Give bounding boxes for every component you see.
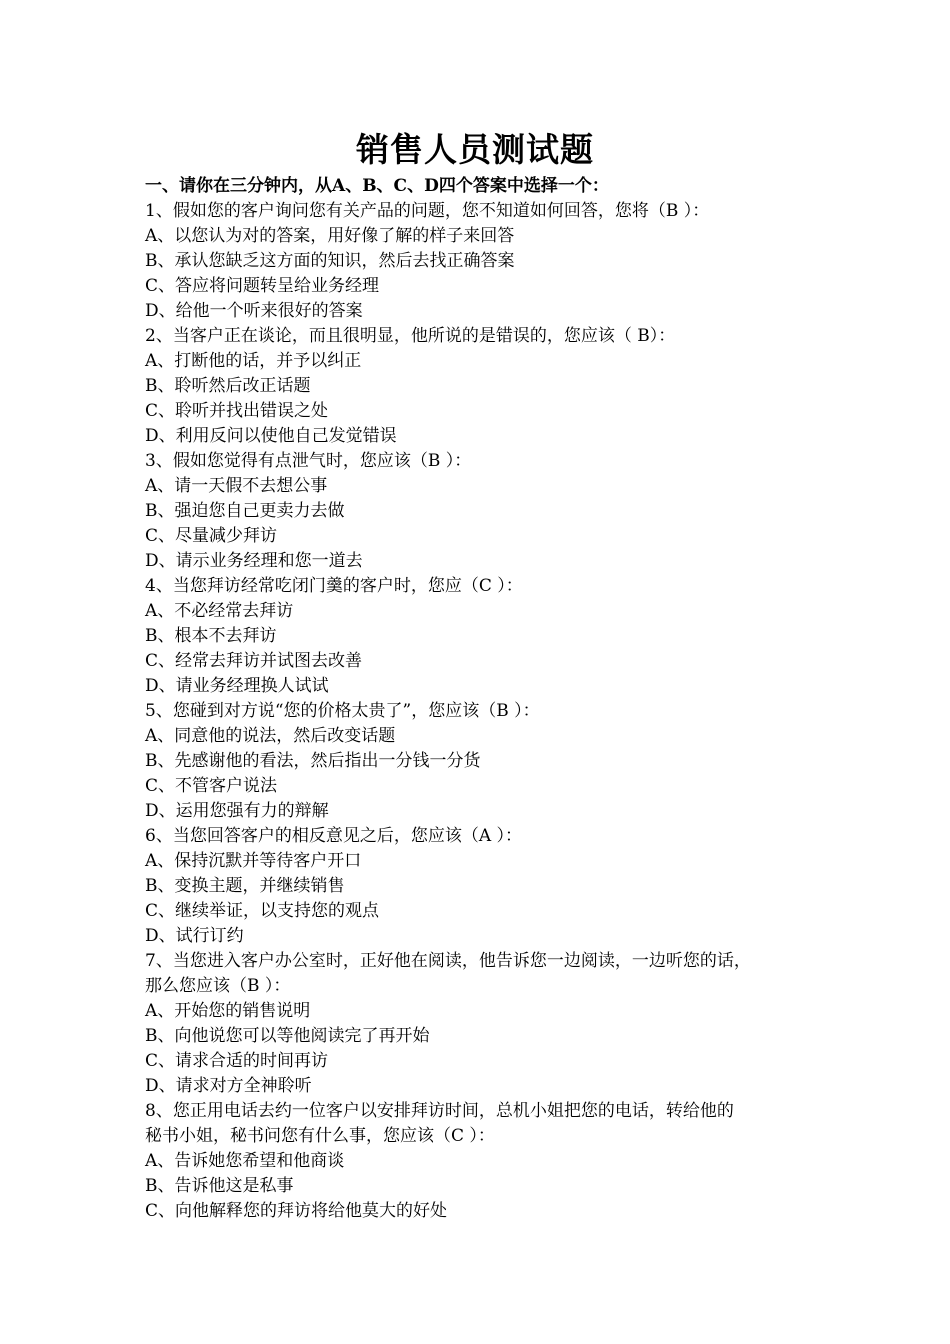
answer-option: D、请示业务经理和您一道去 bbox=[145, 551, 363, 571]
question-2 bbox=[145, 324, 810, 449]
document-body bbox=[145, 174, 810, 1224]
answer-option: B、根本不去拜访 bbox=[145, 626, 277, 646]
answer-option: A、保持沉默并等待客户开口 bbox=[145, 851, 362, 871]
question-text: 5、您碰到对方说“您的价格太贵了”，您应该（B ）： bbox=[145, 701, 540, 721]
answer-option: A、打断他的话，并予以纠正 bbox=[145, 351, 362, 371]
answer-option: D、试行订约 bbox=[145, 926, 244, 946]
answer-option: A、告诉她您希望和他商谈 bbox=[145, 1151, 345, 1171]
answer-option: B、变换主题，并继续销售 bbox=[145, 876, 345, 896]
answer-option: B、向他说您可以等他阅读完了再开始 bbox=[145, 1026, 430, 1046]
section-heading: 一、请你在三分钟内，从A、B、C、D四个答案中选择一个： bbox=[145, 176, 609, 196]
question-8 bbox=[145, 1099, 810, 1224]
answer-option: C、向他解释您的拜访将给他莫大的好处 bbox=[145, 1201, 448, 1221]
question-text: 2、当客户正在谈论，而且很明显，他所说的是错误的，您应该（ B）： bbox=[145, 326, 676, 346]
answer-option: A、同意他的说法，然后改变话题 bbox=[145, 726, 396, 746]
answer-option: C、经常去拜访并试图去改善 bbox=[145, 651, 363, 671]
question-text: 4、当您拜访经常吃闭门羹的客户时，您应（C ）： bbox=[145, 576, 523, 596]
answer-option: C、不管客户说法 bbox=[145, 776, 278, 796]
question-3 bbox=[145, 449, 810, 574]
answer-option: D、运用您强有力的辩解 bbox=[145, 801, 329, 821]
answer-option: A、以您认为对的答案，用好像了解的样子来回答 bbox=[145, 226, 515, 246]
answer-option: D、请求对方全神聆听 bbox=[145, 1076, 312, 1096]
question-7 bbox=[145, 949, 810, 1099]
question-1 bbox=[145, 199, 810, 324]
question-text: 8、您正用电话去约一位客户以安排拜访时间，总机小姐把您的电话，转给他的 bbox=[145, 1101, 734, 1121]
answer-option: A、开始您的销售说明 bbox=[145, 1001, 311, 1021]
answer-option: B、聆听然后改正话题 bbox=[145, 376, 311, 396]
answer-option: A、请一天假不去想公事 bbox=[145, 476, 328, 496]
question-6 bbox=[145, 824, 810, 949]
answer-option: B、强迫您自己更卖力去做 bbox=[145, 501, 345, 521]
answer-option: D、给他一个听来很好的答案 bbox=[145, 301, 363, 321]
answer-option: D、请业务经理换人试试 bbox=[145, 676, 329, 696]
question-text: 3、假如您觉得有点泄气时，您应该（B ）： bbox=[145, 451, 472, 471]
answer-option: B、承认您缺乏这方面的知识，然后去找正确答案 bbox=[145, 251, 515, 271]
answer-option: A、不必经常去拜访 bbox=[145, 601, 294, 621]
document-title: 销售人员测试题 bbox=[356, 130, 594, 169]
answer-option: C、聆听并找出错误之处 bbox=[145, 401, 329, 421]
answer-option: B、先感谢他的看法，然后指出一分钱一分货 bbox=[145, 751, 481, 771]
answer-option: C、请求合适的时间再访 bbox=[145, 1051, 329, 1071]
answer-option: C、答应将问题转呈给业务经理 bbox=[145, 276, 380, 296]
question-text: 那么您应该（B ）： bbox=[145, 976, 291, 996]
answer-option: C、尽量减少拜访 bbox=[145, 526, 278, 546]
question-5 bbox=[145, 699, 810, 824]
answer-option: D、利用反问以使他自己发觉错误 bbox=[145, 426, 397, 446]
answer-option: C、继续举证，以支持您的观点 bbox=[145, 901, 380, 921]
question-4 bbox=[145, 574, 810, 699]
question-text: 7、当您进入客户办公室时，正好他在阅读，他告诉您一边阅读，一边听您的话， bbox=[145, 951, 751, 971]
question-text: 1、假如您的客户询问您有关产品的问题，您不知道如何回答，您将（B ）： bbox=[145, 201, 710, 221]
question-text: 秘书小姐，秘书问您有什么事，您应该（C ）： bbox=[145, 1126, 495, 1146]
answer-option: B、告诉他这是私事 bbox=[145, 1176, 294, 1196]
question-list bbox=[145, 199, 810, 1224]
question-text: 6、当您回答客户的相反意见之后，您应该（A ）： bbox=[145, 826, 522, 846]
